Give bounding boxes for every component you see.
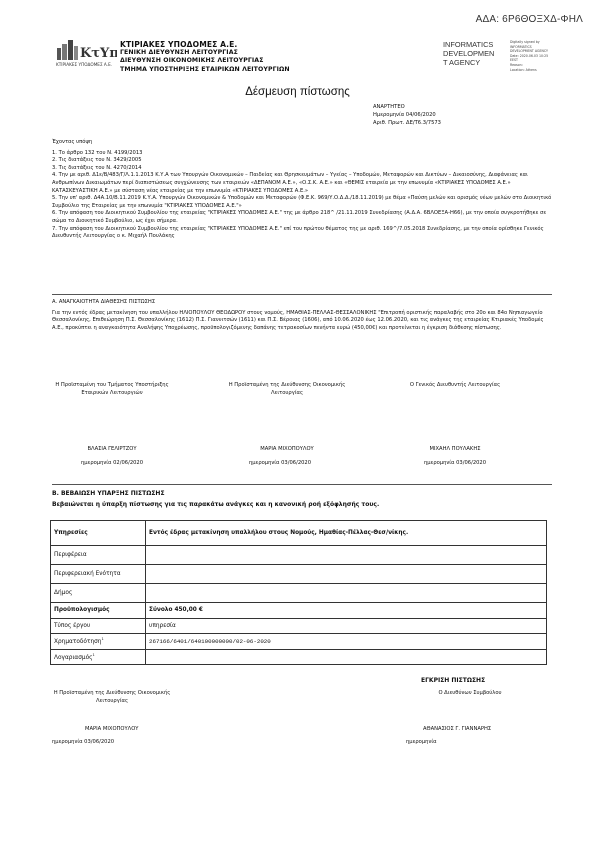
row-value: [146, 649, 547, 665]
row-value: 267166/6401/640100000000/02-06-2020: [146, 634, 547, 650]
ada-code: ΑΔΑ: 6Ρ6ΘΟΞΧΔ-ΦΗΛ: [475, 14, 583, 25]
sig-detail: Reason:: [510, 62, 523, 67]
signer-3-title: Ο Γενικός Διευθυντής Λειτουργίας: [409, 382, 501, 388]
sig-detail: INFORMATICS: [510, 44, 532, 49]
signer-1-name: ΒΛΑΣΙΑ ΓΕΛΙΡΤΖΟΥ: [87, 446, 137, 452]
org-line-3: ΔΙΕΥΘΥΝΣΗ ΟΙΚΟΝΟΜΙΚΗΣ ΛΕΙΤΟΥΡΓΙΑΣ: [120, 57, 264, 65]
section-a: [52, 299, 552, 332]
basis-item: 6. Την απόφαση του Διοικητικού Συμβουλίου της εταιρείας "ΚΤΙΡΙΑΚΕΣ ΥΠΟΔΟΜΕΣ Α.Ε." της με άρθρο 218^ /21.11.2019 Συνεδρίασης (Α.Δ.Α. 6ΒΛΟΕΞΑ-Η66), με την οποία συγκροτήθηκε σε σώμα το Διοικητικό Συμβούλιο, ως έχει σήμερα.: [52, 210, 547, 224]
legal-basis: [52, 139, 552, 241]
label-text: Λογαριασμός: [54, 654, 93, 661]
section-divider: [52, 294, 552, 295]
section-b-heading: Β. ΒΕΒΑΙΩΣΗ ΥΠΑΡΞΗΣ ΠΙΣΤΩΣΗΣ: [52, 490, 165, 497]
svg-text:ΚΤΙΡΙΑΚΕΣ ΥΠΟΔΟΜΕΣ Α.Ε.: ΚΤΙΡΙΑΚΕΣ ΥΠΟΔΟΜΕΣ Α.Ε.: [56, 62, 113, 67]
document-meta: [373, 103, 441, 128]
row-label: Υπηρεσίες: [51, 521, 146, 546]
table-row: [51, 634, 547, 650]
table-row: [51, 584, 547, 603]
approver-1-name: ΜΑΡΙΑ ΜΙΧΟΠΟΥΛΟΥ: [85, 726, 139, 732]
stamp-line-2: DEVELOPMEN: [443, 49, 495, 58]
row-value: [146, 546, 547, 565]
svg-text:ΚτΥπ: ΚτΥπ: [80, 46, 117, 61]
row-value: [146, 565, 547, 584]
building-logo-icon: [55, 38, 117, 68]
sig-detail: EEST: [510, 58, 518, 63]
table-row: [51, 546, 547, 565]
approver-1-title: Η Προϊσταμένη της Διεύθυνσης Οικονομικής Λειτουργίας: [53, 690, 171, 704]
document-date: Ημερομηνία 04/06/2020: [373, 112, 436, 119]
row-label: Τύπος έργου: [51, 618, 146, 634]
row-value: Σύνολο 450,00 €: [146, 603, 547, 619]
approval-heading: ΕΓΚΡΙΣΗ ΠΙΣΤΩΣΗΣ: [421, 677, 486, 684]
basis-item: 7. Την απόφαση του Διοικητικού Συμβουλίου της εταιρείας "ΚΤΙΡΙΑΚΕΣ ΥΠΟΔΟΜΕΣ Α.Ε." επί του πρώτου θέματος της με αριθ. 169^/7.05.2018 Συνεδρίασης, με την οποία ορίσθηκε Γενικός Διευθυντής Λειτουργίας ο κ. Μιχαήλ Πουλάκης: [52, 225, 544, 240]
signer-1-title: Η Προϊσταμένη του Τμήματος Υποστήριξης Εταιρικών Λειτουργιών: [55, 382, 169, 396]
table-row: [51, 521, 547, 546]
stamp-line-1: INFORMATICS: [443, 40, 494, 49]
digital-signature-details: [510, 40, 590, 72]
publish-flag: ΑΝΑΡΤΗΤΕΟ: [373, 104, 405, 110]
row-label: Λογαριασμός$^1$: [51, 649, 146, 665]
row-label: Προϋπολογισμός: [51, 603, 146, 619]
org-line-1: ΚΤΙΡΙΑΚΕΣ ΥΠΟΔΟΜΕΣ Α.Ε.: [120, 40, 238, 49]
section-a-heading: Α. ΑΝΑΓΚΑΙΟΤΗΤΑ ΔΙΑΘΕΣΗΣ ΠΙΣΤΩΣΗΣ: [52, 299, 156, 305]
row-label: Περιφερειακή Ενότητα: [51, 565, 146, 584]
approver-2-title: Ο Διευθύνων Συμβούλου: [438, 690, 502, 696]
stamp-line-3: T AGENCY: [443, 58, 481, 67]
sig-detail: Location: Athens: [510, 67, 537, 72]
row-value: υπηρεσία: [146, 618, 547, 634]
approver-1-date: ημερομηνία 03/06/2020: [52, 739, 115, 745]
sig-detail: Digitally signed by: [510, 40, 540, 44]
signer-2-name: ΜΑΡΙΑ ΜΙΧΟΠΟΥΛΟΥ: [260, 446, 314, 452]
basis-item: 4. Την με αριθ. Δ1ε/Β/483/Γ/Λ.1.1.2013 Κ.Υ.Α των Υπουργών Οικονομικών – Παιδείας και Θρησκευμάτων – Υγείας – Υποδομών, Μεταφορών και Δικτύων – Δικαιοσύνης, Διαφάνειας και Ανθρωπίνων Δικαιωμάτων περί διαπιστώσεως συγχώνευσης των εταιρειών «ΔΕΠΑΝΟΜ Α.Ε.», «Ο.Σ.Κ. Α.Ε.» και «ΘΕΜΙΣ εταιρεία με την επωνυμία «ΚΤΙΡΙΑΚΕΣ ΥΠΟΔΟΜΕΣ Α.Ε.» ΚΑΤΑΣΚΕΥΑΣΤΙΚΗ Α.Ε.» με σύσταση νέας εταιρείας με την επωνυμία «ΚΤΙΡΙΑΚΕΣ ΥΠΟΔΟΜΕΣ Α.Ε.»: [52, 172, 528, 194]
signer-3-name: ΜΙΧΑΗΛ ΠΟΥΛΑΚΗΣ: [429, 446, 481, 452]
signer-1-date: ημερομηνία 02/06/2020: [80, 460, 144, 466]
row-value: Εντός έδρας μετακίνηση υπαλλήλου στους Νομούς, Ημαθίας-Πέλλας-Θεσ/νίκης.: [146, 521, 547, 546]
table-row: [51, 649, 547, 665]
section-a-text: Για την εντός έδρας μετακίνηση του υπαλλήλου ΗΛΙΟΠΟΥΛΟΥ ΘΕΟΔΩΡΟΥ στους νομούς, ΗΜΑΘΙΑΣ-ΠΕΛΛΑΣ-ΘΕΣΣΑΛΟΝΙΚΗΣ "Επιτροπή οριστικής παραλαβής στο 20ο και 84ο Νηπιαγωγείο Θεσσαλονίκης, Επιθεώρηση Π.Σ. Θεσσαλονίκης (1612) Π.Σ. Γιαννιτσών (1611) και Π.Σ. Βέροιας (1606), από 10.06.2020 έως 12.06.2020, και τις ανάγκες της εταιρείας Κτιριακές Υποδομές Α.Ε., προκύπτει η αναγκαιότητα Αναλήψης Υποχρέωσης, προϋπολογιζόμενης δαπάνης τετρακοσίων πενήντα ευρώ (450,00€) και προτείνεται η έγκριση διάθεσης πίστωσης.: [52, 309, 544, 331]
document-title: Δέσμευση πίστωσης: [245, 86, 350, 98]
row-label: Χρηματοδότηση$^1$: [51, 634, 146, 650]
row-label: Δήμος: [51, 584, 146, 603]
signer-2-date: ημερομηνία 03/06/2020: [248, 460, 312, 466]
org-line-4: ΤΜΗΜΑ ΥΠΟΣΤΗΡΙΞΗΣ ΕΤΑΙΡΙΚΩΝ ΛΕΙΤΟΥΡΓΙΩΝ: [120, 65, 290, 73]
signature-stamp-label: [443, 40, 513, 67]
approver-2-date: ημερομηνία: [406, 739, 437, 745]
funding-table: [50, 520, 547, 665]
org-line-2: ΓΕΝΙΚΗ ΔΙΕΥΘΥΝΣΗ ΛΕΙΤΟΥΡΓΙΑΣ: [120, 49, 238, 56]
sig-detail: Date: 2020.06.03 10:25: [510, 53, 549, 58]
label-text: Χρηματοδότηση: [54, 639, 102, 646]
table-row: [51, 618, 547, 634]
section-divider: [52, 484, 552, 485]
sig-detail: DEVELOPMENT AGENCY: [510, 49, 548, 54]
table-row: [51, 603, 547, 619]
basis-item: 5. Την υπ' αριθ. Δ4Α.10/Β.11.2019 Κ.Υ.Α. Υπουργών Οικονομικών & Υποδομών και Μεταφορών (Φ.Ε.Κ. 969/Υ.Ο.Δ.Δ./18.11.2019) με θέμα «Παύση μελών και ορισμός νέων μελών στο Διοικητικό Συμβούλιο της Εταιρείας με την επωνυμία "ΚΤΙΡΙΑΚΕΣ ΥΠΟΔΟΜΕΣ Α.Ε."»: [52, 195, 552, 209]
company-logo: [55, 38, 117, 68]
basis-item: 1. Το άρθρο 132 του Ν. 4199/2013: [52, 149, 143, 156]
section-b: [52, 490, 552, 509]
approver-2-name: ΑΘΑΝΑΣΙΟΣ Γ. ΓΙΑΝΝΑΡΗΣ: [423, 726, 492, 732]
table-row: [51, 565, 547, 584]
basis-item: 3. Τις διατάξεις του Ν. 4270/2014: [52, 164, 142, 171]
signer-3-date: ημερομηνία 03/06/2020: [423, 460, 487, 466]
row-value: [146, 584, 547, 603]
organization-header: [120, 40, 380, 74]
section-b-subtitle: Βεβαιώνεται η ύπαρξη πίστωσης για τις παρακάτω ανάγκες και η κανονική ροή εξόφλησής τους.: [52, 501, 380, 508]
intro-text: Έχοντας υπόψη: [52, 139, 93, 145]
row-label: Περιφέρεια: [51, 546, 146, 565]
basis-item: 2. Τις διατάξεις του Ν. 3429/2005: [52, 157, 142, 164]
signer-2-title: Η Προϊσταμένη της Διεύθυνσης Οικονομικής Λειτουργίας: [228, 382, 346, 396]
protocol-number: Αριθ. Πρωτ. ΔΕ/Τ6.3/7573: [373, 120, 441, 127]
